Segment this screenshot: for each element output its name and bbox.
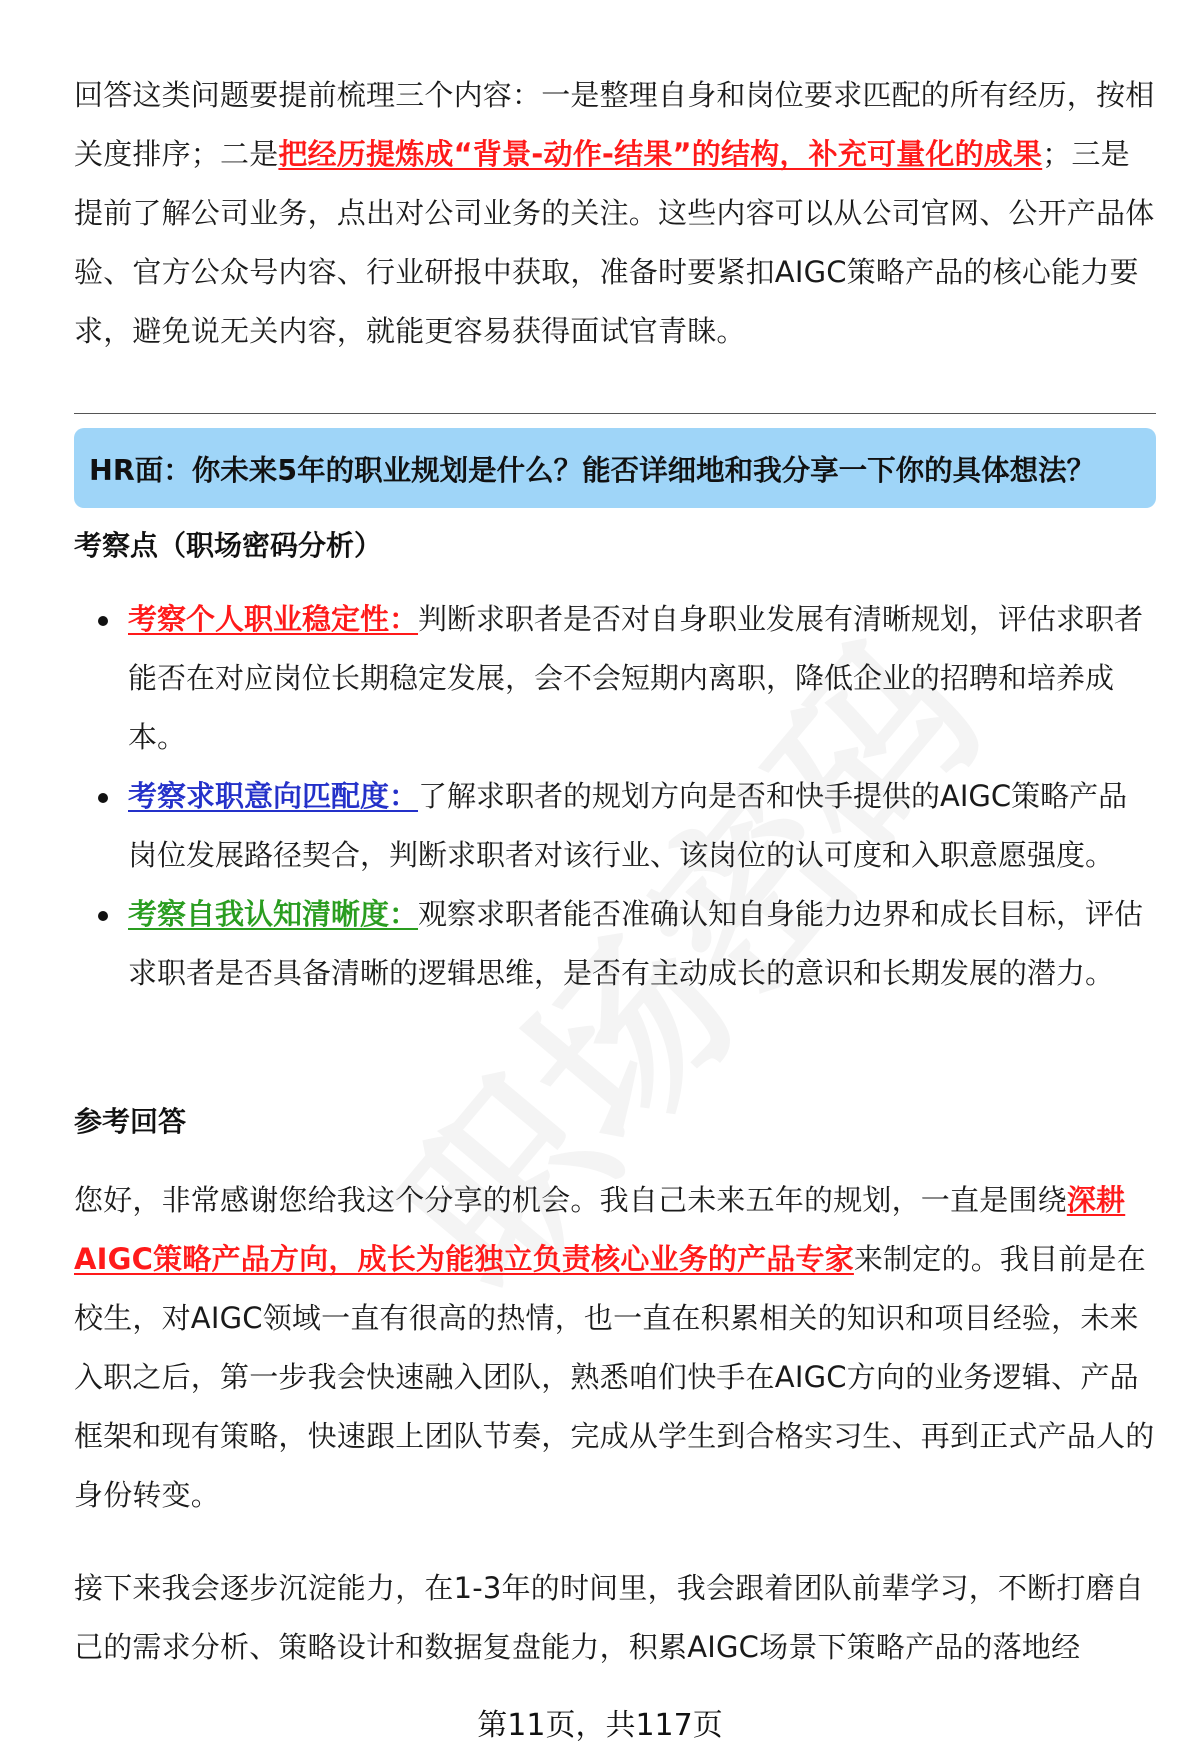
item-text: 了解求职者的规划方向是否和快手提供的AIGC策略产品岗位发展路径契合，判断求职者对该行业、该岗位的认可度和入职意愿强度。 (128, 779, 1128, 872)
question-title: HR面：你未来5年的职业规划是什么？能否详细地和我分享一下你的具体想法？ (89, 453, 1096, 487)
intro-highlight: 把经历提炼成“背景-动作-结果”的结构，补充可量化的成果 (278, 137, 1043, 171)
question-box (74, 428, 1156, 508)
bullet-dot-icon (98, 793, 108, 803)
item-label: 考察求职意向匹配度： (128, 779, 419, 813)
section-divider (74, 413, 1156, 414)
ref-highlight: 深耕AIGC策略产品方向，成长为能独立负责核心业务的产品专家 (74, 1183, 1126, 1276)
item-text: 观察求职者能否准确认知自身能力边界和成长目标，评估求职者是否具备清晰的逻辑思维，是否有主动成长的意识和长期发展的潜力。 (128, 897, 1144, 990)
ref-text-2: 来制定的。我目前是在校生，对AIGC领域一直有很高的热情，也一直在积累相关的知识和项目经验，未来入职之后，第一步我会快速融入团队，熟悉咱们快手在AIGC方向的业务逻辑、产品框架和现有策略，快速跟上团队节奏，完成从学生到合格实习生、再到正式产品人的身份转变。 (74, 1242, 1155, 1512)
reference-paragraph-1 (74, 1171, 1156, 1525)
page-number: 第11页，共117页 (477, 1708, 723, 1743)
intro-text-1: 回答这类问题要提前梳理三个内容：一是整理自身和岗位要求匹配的所有经历，按相关度排序；二是 (74, 78, 1155, 171)
item-label: 考察自我认知清晰度： (128, 897, 419, 931)
list-item (74, 590, 1156, 767)
reference-heading: 参考回答 (74, 1105, 187, 1138)
bullet-dot-icon (98, 616, 108, 626)
ref-text-1: 您好，非常感谢您给我这个分享的机会。我自己未来五年的规划，一直是围绕 (74, 1183, 1067, 1217)
analysis-heading: 考察点（职场密码分析） (74, 529, 383, 562)
item-label: 考察个人职业稳定性： (128, 602, 419, 636)
intro-paragraph (74, 66, 1156, 361)
item-text: 判断求职者是否对自身职业发展有清晰规划，评估求职者能否在对应岗位长期稳定发展，会不会短期内离职，降低企业的招聘和培养成本。 (128, 602, 1144, 754)
intro-text-2: ；三是提前了解公司业务，点出对公司业务的关注。这些内容可以从公司官网、公开产品体验、官方公众号内容、行业研报中获取，准备时要紧扣AIGC策略产品的核心能力要求，避免说无关内容，就能更容易获得面试官青睐。 (74, 137, 1155, 348)
list-item (74, 885, 1156, 1003)
reference-paragraph-2: 接下来我会逐步沉淀能力，在1-3年的时间里，我会跟着团队前辈学习，不断打磨自己的需求分析、策略设计和数据复盘能力，积累AIGC场景下策略产品的落地经 (74, 1571, 1144, 1664)
bullet-dot-icon (98, 911, 108, 921)
list-item (74, 767, 1156, 885)
analysis-list (74, 590, 1156, 1003)
